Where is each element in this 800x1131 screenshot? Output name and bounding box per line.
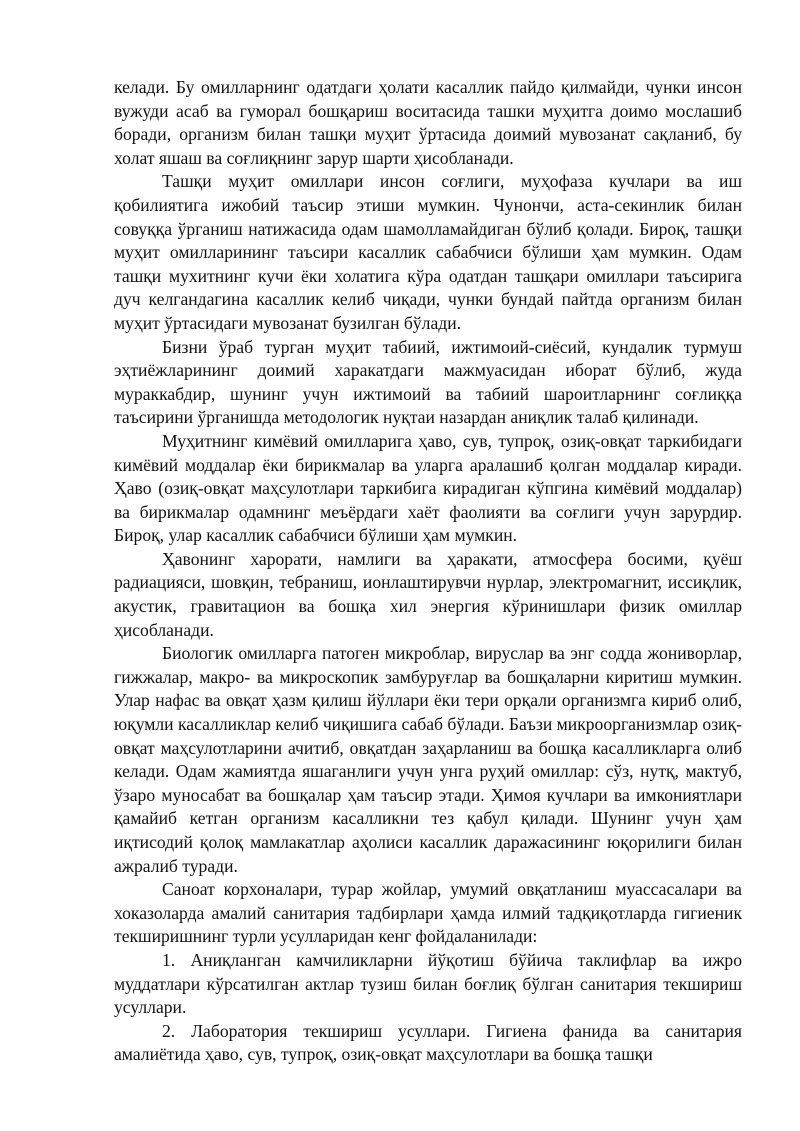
paragraph-8-list-item-1: 1. Аниқланган камчиликларни йўқотиш бўйича таклифлар ва ижро муддатлари кўрсатилган актлар тузиш билан боғлиқ бўлган санитария текшириш усуллари.	[114, 949, 742, 1018]
paragraph-3: Бизни ўраб турган муҳит табиий, ижтимоий-сиёсий, кундалик турмуш эҳтиёжларининг доимий харакатдаги мажмуасидан иборат бўлиб, жуда мураккабдир, шунинг учун ижтимоий ва табиий шароитларнинг соғлиққа таъсирини ўрганишда методологик нуқтаи назардан аниқлик талаб қилинади.	[114, 336, 742, 428]
paragraph-4: Муҳитнинг кимёвий омилларига ҳаво, сув, тупроқ, озиқ-овқат таркибидаги кимёвий моддалар ёки бирикмалар ва уларга аралашиб қолган моддалар киради. Ҳаво (озиқ-овқат маҳсулотлари таркибига кирадиган кўпгина кимёвий моддалар) ва бирикмалар одамнинг меъёрдаги хаёт фаолияти ва соғлиги учун зарурдир. Бироқ, улар касаллик сабабчиси бўлиши ҳам мумкин.	[114, 430, 742, 546]
paragraph-5: Ҳавонинг харорати, намлиги ва ҳаракати, атмосфера босими, қуёш радиацияси, шовқин, тебраниш, ионлаштирувчи нурлар, электромагнит, иссиқлик, акустик, гравитацион ва бошқа хил энергия кўринишлари физик омиллар ҳисобланади.	[114, 548, 742, 640]
paragraph-6: Биологик омилларга патоген микроблар, вируслар ва энг содда жониворлар, гижжалар, макро- ва микроскопик замбуруғлар ва бошқаларни киритиш мумкин. Улар нафас ва овқат ҳазм қилиш йўллари ёки тери орқали организмга кириб олиб, юқумли касалликлар келиб чиқишига сабаб бўлади. Баъзи микроорганизмлар озиқ-овқат маҳсулотларини ачитиб, овқатдан заҳарланиш ва бошқа касалликларга олиб келади. Одам жамиятда яшаганлиги учун унга руҳий омиллар: сўз, нутқ, мактуб, ўзаро муносабат ва бошқалар ҳам таъсир этади. Ҳимоя кучлари ва имкониятлари қамайиб кетган организм касалликни тез қабул қилади. Шунинг учун ҳам иқтисодий қолоқ мамлакатлар аҳолиси касаллик даражасининг юқорилиги билан ажралиб туради.	[114, 643, 742, 876]
paragraph-7: Саноат корхоналари, турар жойлар, умумий овқатланиш муассасалари ва хоказоларда амалий санитария тадбирлари ҳамда илмий тадқиқотларда гигиеник текширишнинг турли усулларидан кенг фойдаланилади:	[114, 879, 742, 947]
paragraph-2: Ташқи муҳит омиллари инсон соғлиги, муҳофаза кучлари ва иш қобилиятига ижобий таъсир этиши мумкин. Чунончи, аста-секинлик билан совуққа ўрганиш натижасида одам шамолламайдиган бўлиб қолади. Бироқ, ташқи муҳит омилларининг таъсири касаллик сабабчиси бўлиши ҳам мумкин. Одам ташқи мухитнинг кучи ёки холатига кўра одатдан ташқари омиллари таъсирига дуч келгандагина касаллик келиб чиқади, чунки бундай пайтда организм билан муҳит ўртасидаги мувозанат бузилган бўлади.	[114, 171, 742, 333]
paragraph-9-list-item-2: 2. Лаборатория текшириш усуллари. Гигиена фанида ва санитария амалиётида ҳаво, сув, тупроқ, озиқ-овқат маҳсулотлари ва бошқа ташқи	[114, 1020, 742, 1065]
document-page	[114, 76, 742, 1067]
paragraph-1: келади. Бу омилларнинг одатдаги ҳолати касаллик пайдо қилмайди, чунки инсон вужуди асаб ва гуморал бошқариш воситасида ташки муҳитга доимо мослашиб боради, организм билан ташқи муҳит ўртасида доимий мувозанат сақланиб, бу холат яшаш ва соғлиқнинг зарур шарти ҳисобланади.	[114, 77, 742, 168]
